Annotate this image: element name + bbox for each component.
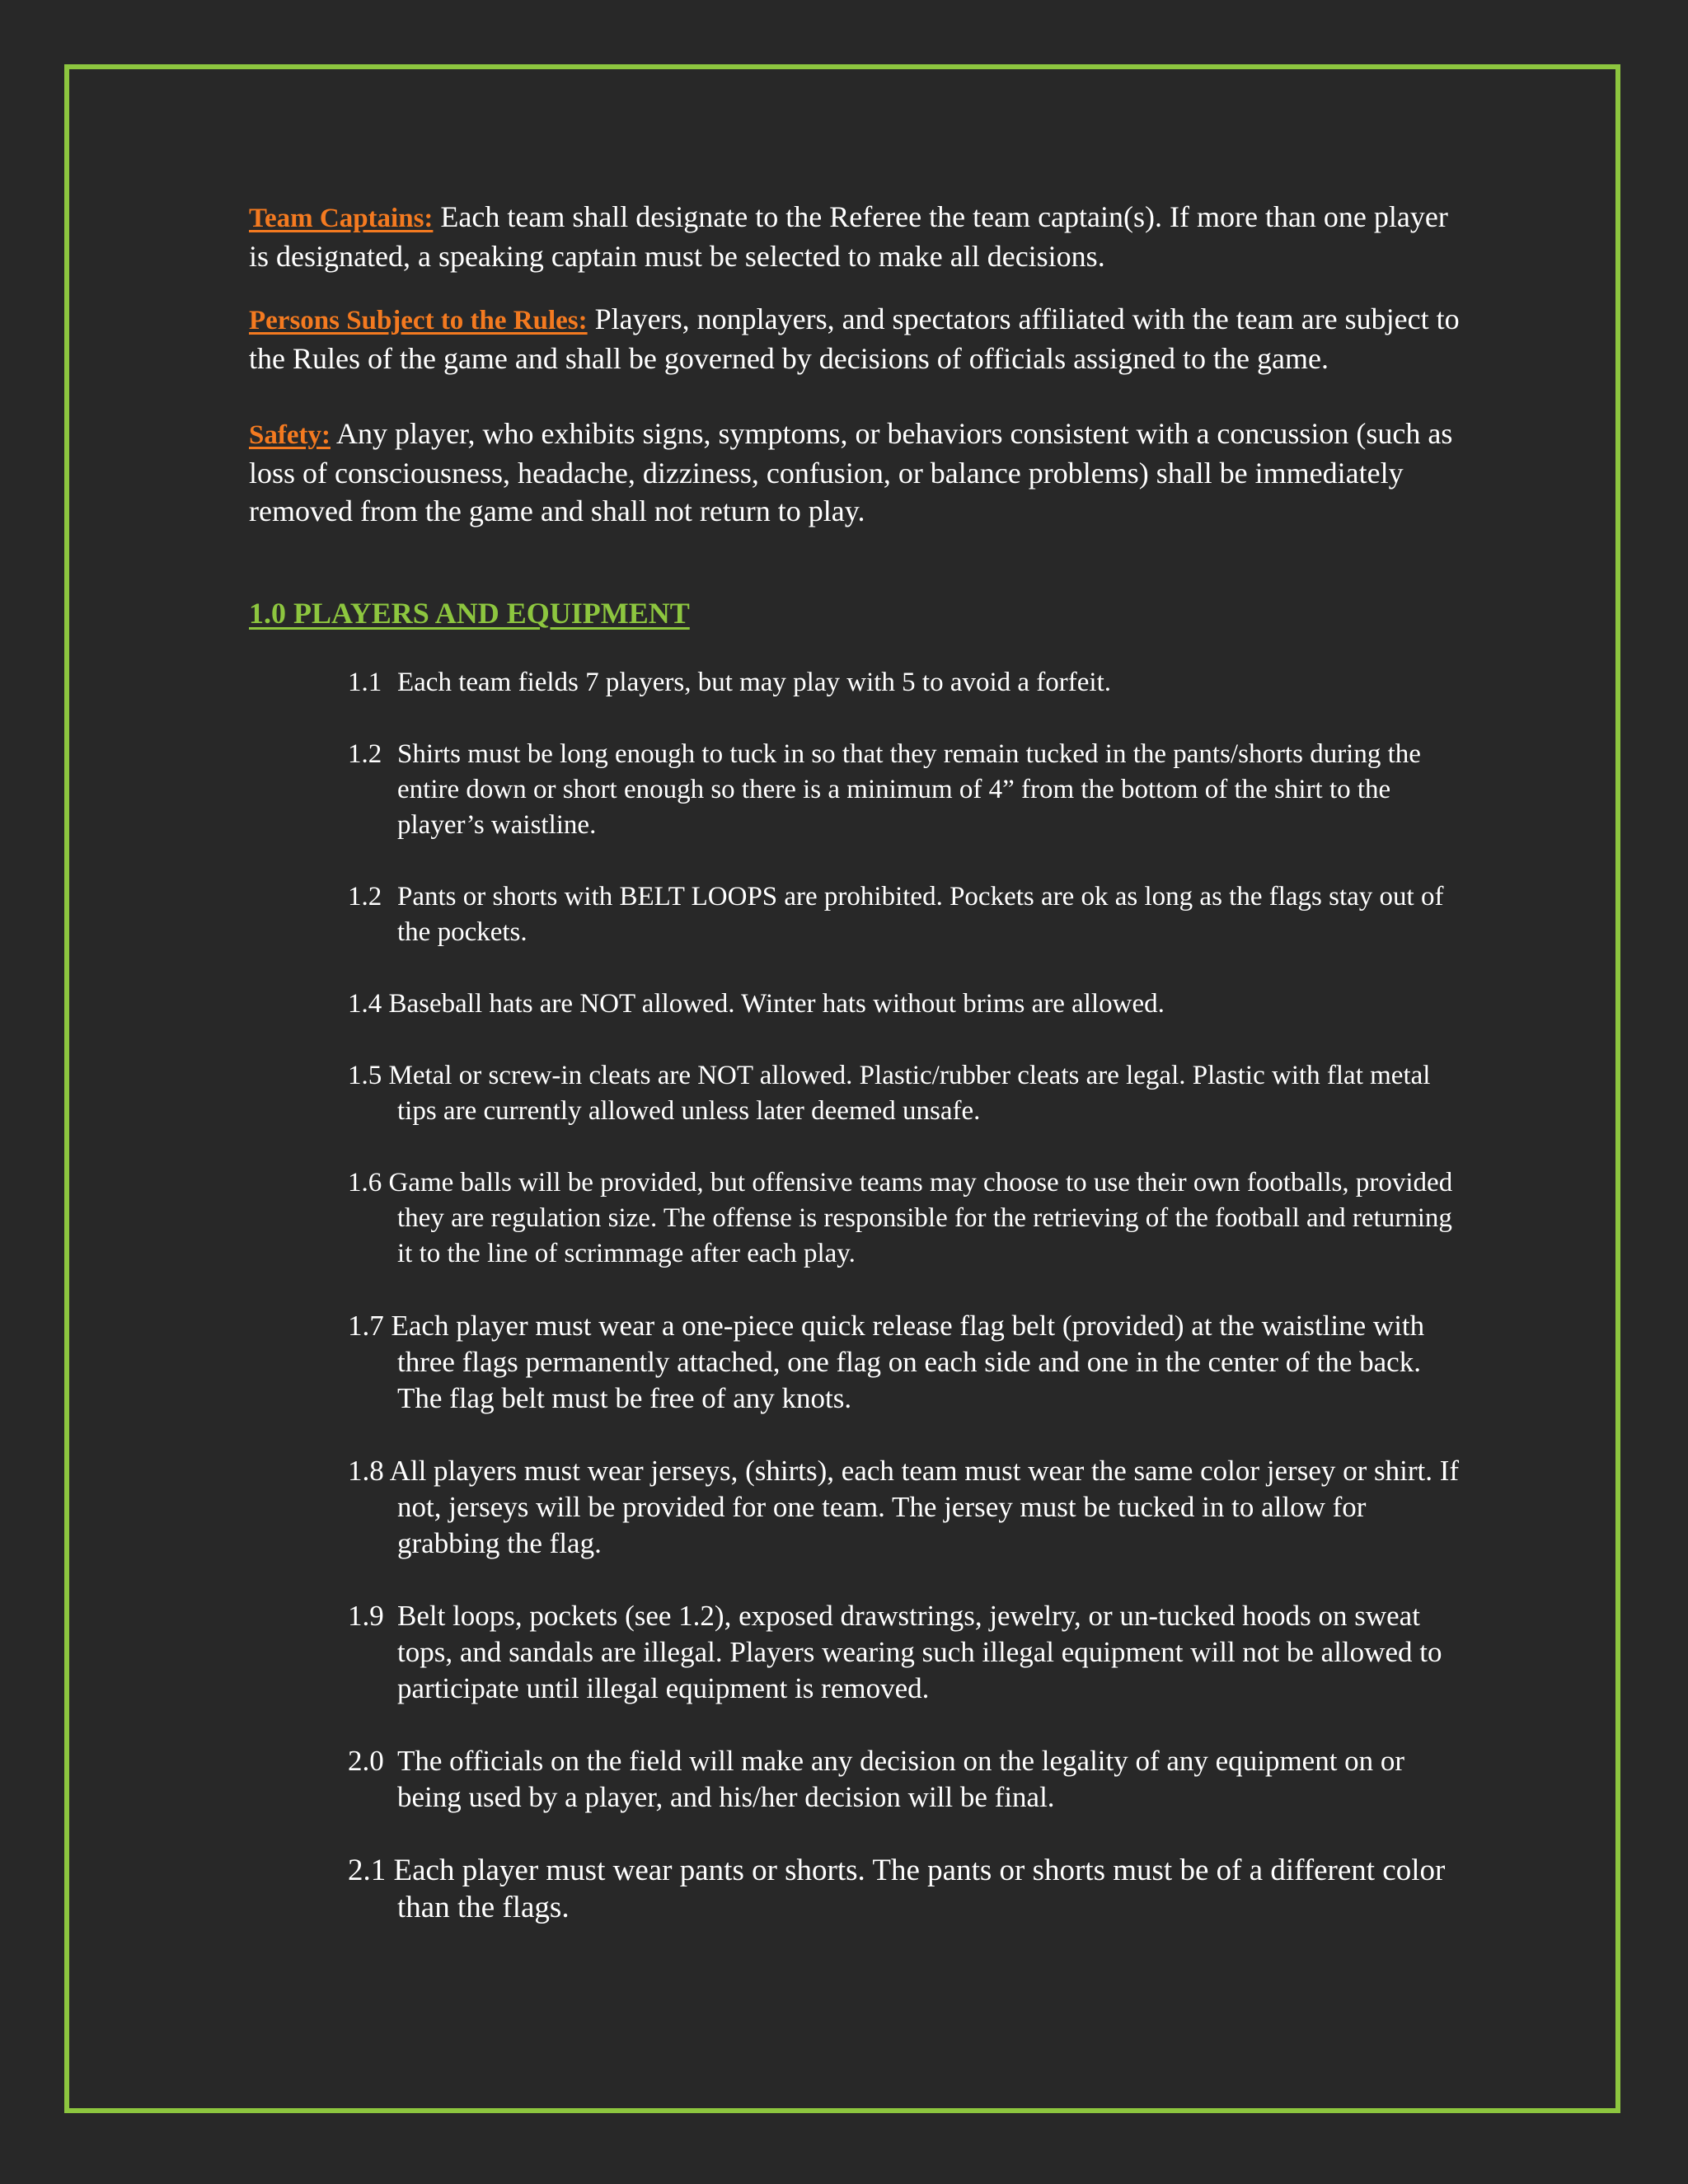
rule-text: Each player must wear a one-piece quick release flag belt (provided) at the waistline with three flags permanently attached, one flag on each side and one in the center of the back. The flag belt must be free of any knots. bbox=[391, 1310, 1425, 1414]
team-captains-text: Each team shall designate to the Referee the team captain(s). If more than one player is designated, a speaking captain must be selected to make all decisions. bbox=[249, 200, 1448, 273]
rule-item bbox=[348, 1308, 1469, 1417]
rule-number: 1.4 bbox=[348, 989, 382, 1019]
rule-text: The officials on the field will make any decision on the legality of any equipment on or being used by a player, and his/her decision will be final. bbox=[397, 1745, 1405, 1813]
rule-number: 1.1 bbox=[348, 668, 382, 697]
rule-number: 1.9 bbox=[348, 1600, 384, 1632]
rule-item bbox=[348, 1165, 1469, 1272]
rule-text: Belt loops, pockets (see 1.2), exposed drawstrings, jewelry, or un-tucked hoods on sweat tops, and sandals are illegal. Players wearing such illegal equipment will not be allowed to participate until illegal equipment is removed. bbox=[397, 1600, 1442, 1704]
rule-text: Metal or screw-in cleats are NOT allowed. Plastic/rubber cleats are legal. Plastic with flat metal tips are currently allowed unless later deemed unsafe. bbox=[388, 1061, 1431, 1126]
rule-text: All players must wear jerseys, (shirts), each team must wear the same color jersey or shirt. If not, jerseys will be provided for one team. The jersey must be tucked in to allow for grabbing the flag. bbox=[389, 1455, 1460, 1559]
safety-paragraph bbox=[249, 415, 1469, 530]
rule-item bbox=[348, 1453, 1469, 1562]
safety-text: Any player, who exhibits signs, symptoms, or behaviors consistent with a concussion (such as loss of consciousness, headache, dizziness, confusion, or balance problems) shall be immediately removed from the game and shall not return to play. bbox=[249, 417, 1453, 527]
safety-label: Safety: bbox=[249, 420, 331, 450]
rule-number: 1.6 bbox=[348, 1168, 382, 1197]
rule-item bbox=[348, 737, 1469, 843]
rule-number: 1.2 bbox=[348, 739, 382, 769]
document-content bbox=[249, 198, 1469, 1962]
rule-item bbox=[348, 1058, 1469, 1129]
rule-text: Game balls will be provided, but offensive teams may choose to use their own footballs, provided they are regulation size. The offense is responsible for the retrieving of the football and returning it to the line of scrimmage after each play. bbox=[388, 1168, 1453, 1268]
rule-text: Shirts must be long enough to tuck in so that they remain tucked in the pants/shorts during the entire down or short enough so there is a minimum of 4” from the bottom of the shirt to the player’s waistline. bbox=[397, 739, 1421, 840]
rule-number: 2.1 bbox=[348, 1854, 387, 1887]
rule-number: 1.5 bbox=[348, 1061, 382, 1090]
rule-text: Each team fields 7 players, but may play with 5 to avoid a forfeit. bbox=[397, 668, 1111, 697]
rule-item bbox=[348, 1852, 1469, 1926]
rule-text: Baseball hats are NOT allowed. Winter hats without brims are allowed. bbox=[388, 989, 1165, 1019]
rule-text: Pants or shorts with BELT LOOPS are prohibited. Pockets are ok as long as the flags stay out of the pockets. bbox=[397, 882, 1444, 947]
rule-number: 1.7 bbox=[348, 1310, 384, 1342]
rule-text: Each player must wear pants or shorts. The pants or shorts must be of a different color than the flags. bbox=[393, 1854, 1446, 1924]
persons-subject-paragraph bbox=[249, 300, 1469, 377]
rule-item bbox=[348, 879, 1469, 950]
section-heading: 1.0 PLAYERS AND EQUIPMENT bbox=[249, 597, 690, 630]
rule-item bbox=[348, 665, 1469, 701]
rule-item bbox=[348, 987, 1469, 1022]
rules-list bbox=[348, 665, 1469, 1926]
rule-number: 2.0 bbox=[348, 1745, 384, 1777]
team-captains-label: Team Captains: bbox=[249, 204, 434, 233]
rule-number: 1.2 bbox=[348, 882, 382, 912]
persons-subject-label: Persons Subject to the Rules: bbox=[249, 306, 588, 335]
rule-number: 1.8 bbox=[348, 1455, 384, 1487]
team-captains-paragraph bbox=[249, 198, 1469, 275]
rule-item bbox=[348, 1743, 1469, 1816]
rule-item bbox=[348, 1598, 1469, 1707]
persons-subject-text: Players, nonplayers, and spectators affiliated with the team are subject to the Rules of the game and shall be governed by decisions of officials assigned to the game. bbox=[249, 302, 1460, 375]
